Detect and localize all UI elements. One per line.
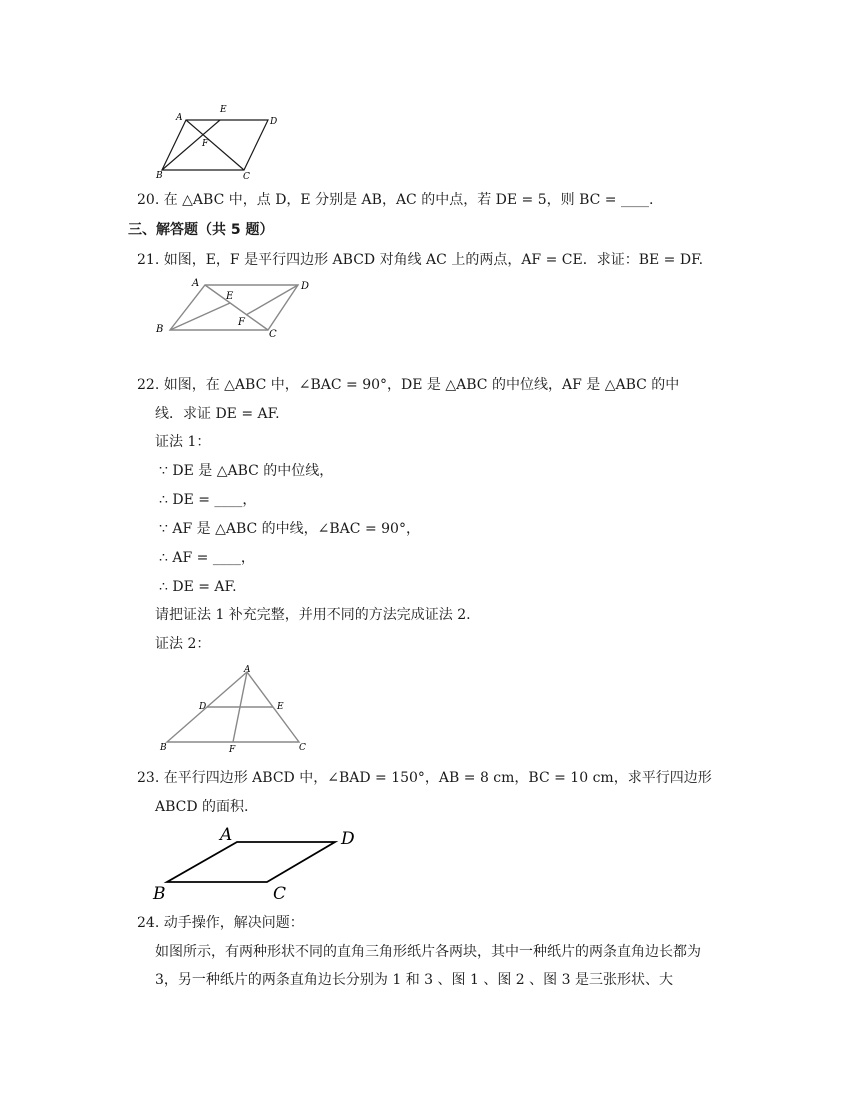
q24-line-2: 如图所示，有两种形状不同的直角三角形纸片各两块，其中一种纸片的两条直角边长都为 xyxy=(155,944,701,960)
q21-label-a: A xyxy=(192,278,200,289)
q24-line-3: 3，另一种纸片的两条直角边长分别为 1 和 3 、图 1 、图 2 、图 3 是三张形状、大 xyxy=(155,972,673,988)
q23-label-d: D xyxy=(341,829,355,849)
q22-label-e: E xyxy=(277,702,284,712)
q21-parallelogram xyxy=(170,285,298,330)
q22-label-d: D xyxy=(199,702,207,712)
q22-instruction: 请把证法 1 补充完整，并用不同的方法完成证法 2. xyxy=(155,607,471,623)
q21-label-e: E xyxy=(226,291,234,302)
q21-label-b: B xyxy=(156,324,164,335)
q22-label-c: C xyxy=(299,743,306,753)
q23-label-a: A xyxy=(220,825,233,845)
q22-label-f: F xyxy=(229,745,236,755)
q21-figure xyxy=(150,275,320,340)
q22-step-1: ∵ DE 是 △ABC 的中位线， xyxy=(159,463,334,479)
q21-text: 21. 如图，E，F 是平行四边形 ABCD 对角线 AC 上的两点，AF = CE．求证：BE = DF. xyxy=(137,252,704,268)
q24-line-1: 24. 动手操作，解决问题： xyxy=(137,915,304,931)
q21-label-c: C xyxy=(269,329,277,340)
q20-label-a: A xyxy=(176,113,183,123)
q20-text: 20. 在 △ABC 中，点 D，E 分别是 AB，AC 的中点，若 DE = 5，则 BC = ____. xyxy=(137,192,654,208)
q23-line-2: ABCD 的面积. xyxy=(155,799,249,815)
q23-label-c: C xyxy=(273,884,287,902)
q20-label-e: E xyxy=(220,105,227,115)
q23-label-b: B xyxy=(153,884,166,902)
section-3-title: 三、解答题（共 5 题） xyxy=(128,222,274,238)
q22-label-b: B xyxy=(160,743,167,753)
q22-proof1-label: 证法 1： xyxy=(155,434,211,450)
q20-label-d: D xyxy=(270,117,278,127)
q22-label-a: A xyxy=(244,665,251,675)
q23-parallelogram xyxy=(167,842,335,882)
q20-label-c: C xyxy=(243,172,250,182)
q20-diagonal-ac xyxy=(186,120,244,170)
q23-figure xyxy=(145,822,370,902)
q21-line-df xyxy=(246,285,298,315)
q20-figure xyxy=(150,100,290,182)
q22-step-3: ∵ AF 是 △ABC 的中线，∠BAC = 90°， xyxy=(159,521,420,537)
q20-label-f: F xyxy=(202,139,209,149)
q22-proof2-label: 证法 2： xyxy=(155,636,211,652)
q21-label-d: D xyxy=(301,281,310,292)
q22-step-4: ∴ AF = ____， xyxy=(159,550,255,566)
q23-line-1: 23. 在平行四边形 ABCD 中，∠BAD = 150°，AB = 8 cm，BC = 10 cm，求平行四边形 xyxy=(137,770,712,786)
q22-step-2: ∴ DE = ____， xyxy=(159,492,257,508)
q20-label-b: B xyxy=(156,171,163,181)
q20-line-eb xyxy=(162,120,220,170)
q22-line-2: 线．求证 DE = AF. xyxy=(155,406,280,422)
q22-line-1: 22. 如图，在 △ABC 中，∠BAC = 90°，DE 是 △ABC 的中位线，AF 是 △ABC 的中 xyxy=(137,377,680,393)
q22-figure xyxy=(155,662,315,757)
q22-step-5: ∴ DE = AF. xyxy=(159,579,237,595)
q21-line-be xyxy=(170,303,230,330)
q21-label-f: F xyxy=(238,317,245,328)
